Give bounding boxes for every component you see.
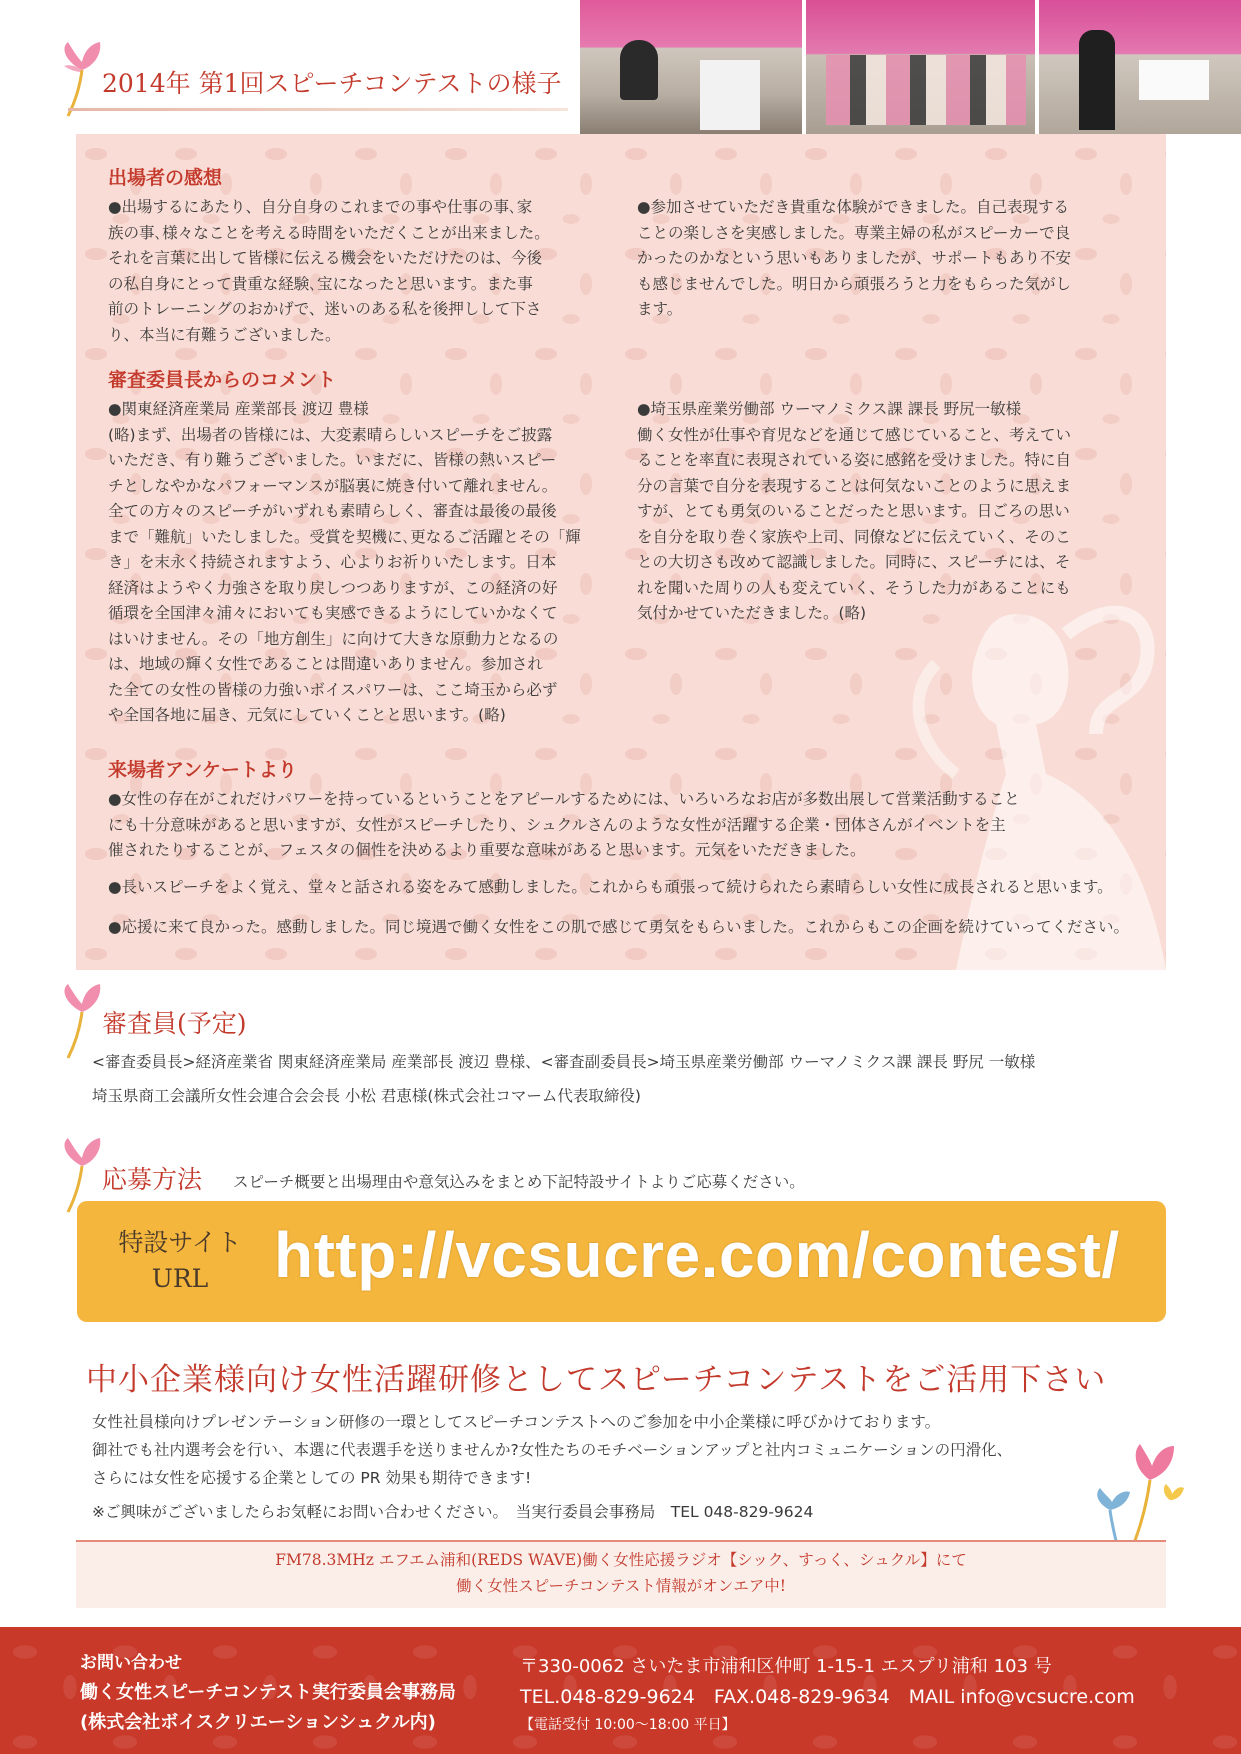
event-photo-2 — [806, 0, 1035, 134]
organization-name: 働く女性スピーチコンテスト実行委員会事務局 — [80, 1682, 456, 1703]
text-line: との大切さも改めて認識しました。同時に、スピーチには、そ — [637, 553, 1071, 571]
text-line: り、本当に有難うございました。 — [108, 325, 341, 344]
training-line: ※ご興味がございましたらお気軽にお問い合わせください。 当実行委員会事務局 TEL 048-829-9624 — [92, 1503, 814, 1521]
text-line: はいけません。その「地方創生」に向けて大きな原動力となるの — [108, 629, 559, 648]
url-label — [100, 1225, 260, 1297]
text-line: 分の言葉で自分を表現することは何気ないことのように思えま — [637, 476, 1072, 495]
text-line: れを聞いた周りの人も変えていく、そうした力があることにも — [637, 578, 1071, 597]
text-line: 族の事､様々なことを考える時間をいただくことが出来ました。 — [108, 223, 550, 242]
text-line: ます。 — [637, 300, 683, 318]
participants-left-text — [108, 195, 604, 348]
event-photo-1 — [580, 0, 802, 134]
text-line: ●参加させていただき貴重な体験ができました。自己表現する — [637, 198, 1070, 216]
survey-item-1 — [108, 787, 1168, 864]
text-line: 働く女性が仕事や育児などを通じて感じていること、考えてい — [637, 425, 1072, 444]
url-label-line: URL — [151, 1264, 209, 1293]
survey-heading: 来場者アンケートより — [108, 759, 297, 781]
text-line: を自分を取り巻く家族や上司、同僚などに伝えていく、そのこ — [637, 527, 1071, 546]
judges-comment-right-text — [637, 397, 1137, 627]
text-line: 気付かせていただきました。(略) — [637, 604, 867, 622]
text-line: ●埼玉県産業労働部 ウーマノミクス課 課長 野尻一敏様 — [637, 400, 1022, 418]
text-line: ●関東経済産業局 産業部長 渡辺 豊様 — [108, 400, 369, 418]
participants-right-text — [637, 195, 1137, 323]
text-line: の私自身にとって貴重な経験､宝になったと思います。また事 — [108, 274, 533, 293]
survey-item-3: ●応援に来て良かった。感動しました。同じ境遇で働く女性をこの肌で感じて勇気をもらいました。これからもこの企画を続けていってください。 — [108, 918, 1130, 936]
judges-line-2: 埼玉県商工会議所女性会連合会会長 小松 君恵様(株式会社コマーム代表取締役) — [92, 1087, 641, 1105]
event-photo-3 — [1039, 0, 1241, 134]
training-title: 中小企業様向け女性活躍研修としてスピーチコンテストをご活用下さい — [86, 1362, 1107, 1398]
title-underline — [68, 108, 568, 111]
organization-sub: (株式会社ボイスクリエーションシュクル内) — [80, 1712, 436, 1733]
text-line: 循環を全国津々浦々においても実感できるようにしていかなくて — [108, 604, 558, 622]
lily-flower-icon — [56, 40, 108, 118]
contact-label: お問い合わせ — [80, 1653, 182, 1673]
judges-comment-left-text — [108, 397, 604, 729]
text-line: 前のトレーニングのおかげで、迷いのある私を後押しして下さ — [108, 300, 542, 318]
judges-line-1: <審査委員長>経済産業省 関東経済産業局 産業部長 渡辺 豊様、<審査副委員長>埼玉県産業労働部 ウーマノミクス課 課長 野尻 一敏様 — [92, 1053, 1036, 1071]
text-line: 経済はようやく力強さを取り戻しつつありますが、この経済の好 — [108, 578, 558, 597]
text-line: も感じませんでした。明日から頑張ろうと力をもらった気がし — [637, 274, 1072, 293]
phone-hours: 【電話受付 10:00～18:00 平日】 — [520, 1717, 736, 1733]
text-line: チとしなやかなパフォーマンスが脳裏に焼き付いて離れません。 — [108, 476, 558, 495]
text-line: ることを率直に表現されている姿に感銘を受けました。特に自 — [637, 451, 1072, 469]
judges-title: 審査員(予定) — [102, 1009, 247, 1038]
text-line: 全ての方々のスピーチがいずれも素晴らしく、審査は最後の最後 — [108, 502, 557, 520]
training-line: 女性社員様向けプレゼンテーション研修の一環としてスピーチコンテストへのご参加を中小企業様に呼びかけております。 — [92, 1413, 941, 1431]
text-line: かったのかなという思いもありましたが、サポートもあり不安 — [637, 249, 1072, 267]
application-title: 応募方法 — [102, 1165, 203, 1194]
text-line: や全国各地に届き、元気にしていくことと思います。(略) — [108, 706, 506, 724]
page-title: 2014年 第1回スピーチコンテストの様子 — [102, 69, 562, 98]
text-line: まで「難航」いたしました。受賞を契機に､更なるご活躍とその「輝 — [108, 527, 581, 546]
url-label-line: 特設サイト — [118, 1228, 242, 1257]
text-line: は、地域の輝く女性であることは間違いありません。参加され — [108, 655, 543, 673]
text-line: き」を末永く持続されますよう、心よりお祈りいたします。日本 — [108, 553, 557, 571]
woman-silhouette-icon — [896, 574, 1166, 970]
survey-item-2: ●長いスピーチをよく覚え、堂々と話される姿をみて感動しました。これからも頑張って続けられたら素晴らしい女性に成長されると思います。 — [108, 878, 1113, 896]
text-line: 催されたりすることが、フェスタの個性を決めるより重要な意味があると思います。元気をいただきました。 — [108, 841, 866, 859]
judges-comment-heading: 審査委員長からのコメント — [108, 369, 337, 391]
text-line: た全ての女性の皆様の力強いボイスパワーは、ここ埼玉から必ず — [108, 680, 558, 699]
training-line: 御社でも社内選考会を行い、本選に代表選手を送りませんか?女性たちのモチベーションアップと社内コミュニケーションの円滑化、 — [92, 1441, 1013, 1459]
radio-line-1: FM78.3MHz エフエム浦和(REDS WAVE)働く女性応援ラジオ【シック、すっく、シュクル】にて — [275, 1551, 967, 1569]
participants-heading: 出場者の感想 — [108, 167, 223, 189]
radio-line-2: 働く女性スピーチコンテスト情報がオンエア中! — [456, 1577, 786, 1595]
text-line: ことの楽しさを実感しました。専業主婦の私がスピーカーで良 — [637, 223, 1071, 242]
text-line: いただき、有り難うございました。いまだに、皆様の熱いスピー — [108, 451, 557, 469]
contest-url-link[interactable]: http://vcsucre.com/contest/ — [274, 1219, 1120, 1291]
text-line: にも十分意味があると思いますが、女性がスピーチしたり、シュクルさんのような女性が活躍する企業・団体さんがイベントを主 — [108, 815, 1006, 834]
contact-numbers: TEL.048-829-9624 FAX.048-829-9634 MAIL info@vcsucre.com — [520, 1686, 1135, 1708]
lily-flower-icon — [56, 982, 108, 1060]
text-line: ●出場するにあたり、自分自身のこれまでの事や仕事の事､家 — [108, 198, 533, 216]
text-line: すが、とても勇気のいることだったと思います。日ごろの思い — [637, 502, 1070, 520]
text-line: (略)まず、出場者の皆様には、大変素晴らしいスピーチをご披露 — [108, 425, 553, 444]
text-line: ●女性の存在がこれだけパワーを持っているということをアピールするためには、いろいろなお店が多数出展して営業活動すること — [108, 790, 1020, 808]
text-line: それを言葉に出して皆様に伝える機会をいただけたのは、今後 — [108, 249, 543, 267]
address: 〒330-0062 さいたま市浦和区仲町 1-15-1 エスプリ浦和 103 号 — [520, 1656, 1052, 1677]
training-line: さらには女性を応援する企業としての PR 効果も期待できます! — [92, 1469, 532, 1487]
application-description: スピーチ概要と出場理由や意気込みをまとめ下記特設サイトよりご応募ください。 — [233, 1173, 805, 1191]
